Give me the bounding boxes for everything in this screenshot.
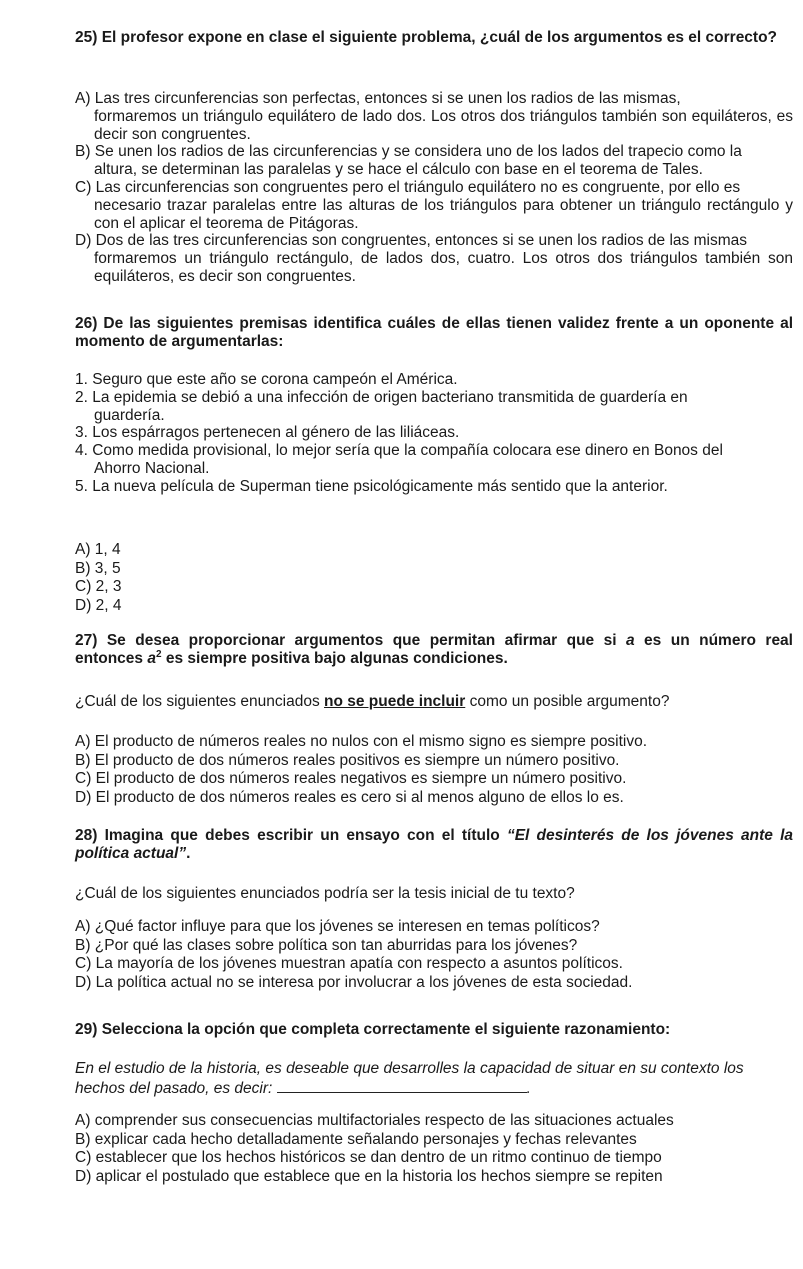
option-28-b[interactable]: B) ¿Por qué las clases sobre política son tan aburridas para los jóvenes? [75, 936, 578, 954]
question-25-title: 25) El profesor expone en clase el siguiente problema, ¿cuál de los argumentos es el correcto? [75, 29, 778, 46]
option-28-d[interactable]: D) La política actual no se interesa por involucrar a los jóvenes de esta sociedad. [75, 973, 633, 991]
question-29-options [75, 1112, 793, 1186]
option-29-b[interactable]: B) explicar cada hecho detalladamente señalando personajes y fechas relevantes [75, 1130, 637, 1148]
question-29-stem: En el estudio de la historia, es deseable que desarrolles la capacidad de situar en su contexto los hechos del pasado, es decir: . [75, 1060, 744, 1097]
option-26-b[interactable]: B) 3, 5 [75, 559, 121, 577]
option-29-d[interactable]: D) aplicar el postulado que establece que en la historia los hechos siempre se repiten [75, 1167, 663, 1185]
question-25-options [75, 90, 793, 286]
option-25-a[interactable]: A) Las tres circunferencias son perfectas, entonces si se unen los radios de las mismas, formaremos un triángulo equilátero de lado dos. Los otros dos triángulos también son equiláteros, es decir son congruentes. [75, 90, 793, 143]
question-27 [75, 632, 793, 668]
question-26 [75, 315, 793, 351]
option-25-c[interactable]: C) Las circunferencias son congruentes pero el triángulo equilátero no es congruente, por ello es necesario trazar paralelas entre las alturas de los triángulos para obtener un triángulo rectángulo y con el aplicar el teorema de Pitágoras. [75, 178, 793, 232]
option-29-a[interactable]: A) comprender sus consecuencias multifactoriales respecto de las situaciones actuales [75, 1112, 674, 1129]
question-25 [75, 29, 793, 47]
option-25-b[interactable]: B) Se unen los radios de las circunferencias y se considera uno de los lados del trapecio como la altura, se determinan las paralelas y se hace el cálculo con base en el teorema de Tales. [75, 143, 742, 179]
option-28-a[interactable]: A) ¿Qué factor influye para que los jóvenes se interesen en temas políticos? [75, 918, 600, 935]
premise-2: 2. La epidemia se debió a una infección de origen bacteriano transmitida de guardería en guardería. [75, 388, 688, 424]
emphasis-underline: no se puede incluir [324, 693, 466, 710]
option-26-a[interactable]: A) 1, 4 [75, 541, 121, 558]
option-27-c[interactable]: C) El producto de dos números reales negativos es siempre un número positivo. [75, 770, 627, 787]
option-25-d[interactable]: D) Dos de las tres circunferencias son congruentes, entonces si se unen los radios de las mismas formaremos un triángulo rectángulo, de lados dos, cuatro. Los otros dos triángulos también son equiláteros, es decir son congruentes. [75, 232, 793, 285]
premise-1: 1. Seguro que este año se corona campeón el América. [75, 371, 458, 388]
question-28-options [75, 918, 793, 992]
option-26-d[interactable]: D) 2, 4 [75, 596, 122, 614]
option-27-d[interactable]: D) El producto de dos números reales es cero si al menos alguno de ellos lo es. [75, 788, 624, 806]
option-27-a[interactable]: A) El producto de números reales no nulos con el mismo signo es siempre positivo. [75, 733, 648, 750]
option-29-c[interactable]: C) establecer que los hechos históricos se dan dentro de un ritmo continuo de tiempo [75, 1149, 662, 1166]
question-28 [75, 827, 793, 863]
question-28-title: 28) Imagina que debes escribir un ensayo con el título “El desinterés de los jóvenes ante la política actual”. [75, 827, 794, 862]
premise-5: 5. La nueva película de Superman tiene psicológicamente más sentido que la anterior. [75, 477, 668, 495]
premise-4: 4. Como medida provisional, lo mejor sería que la compañía colocara ese dinero en Bonos del Ahorro Nacional. [75, 442, 723, 477]
question-29-title: 29) Selecciona la opción que completa correctamente el siguiente razonamiento: [75, 1021, 671, 1038]
question-27-prompt: ¿Cuál de los siguientes enunciados no se puede incluir como un posible argumento? [75, 693, 670, 710]
question-28-prompt: ¿Cuál de los siguientes enunciados podría ser la tesis inicial de tu texto? [75, 885, 575, 902]
question-27-title: 27) Se desea proporcionar argumentos que permitan afirmar que si a es un número real entonces $a^2$ es siempre positiva bajo algunas condiciones. [75, 632, 793, 667]
question-27-options [75, 733, 793, 807]
option-27-b[interactable]: B) El producto de dos números reales positivos es siempre un número positivo. [75, 751, 620, 769]
option-26-c[interactable]: C) 2, 3 [75, 578, 122, 595]
premise-list [75, 371, 793, 496]
question-26-title: 26) De las siguientes premisas identifica cuáles de ellas tienen validez frente a un oponente al momento de argumentarlas: [75, 315, 793, 350]
question-29 [75, 1021, 793, 1039]
premise-3: 3. Los espárragos pertenecen al género de las liliáceas. [75, 424, 460, 442]
question-26-options [75, 541, 793, 615]
answer-blank [277, 1078, 527, 1093]
option-28-c[interactable]: C) La mayoría de los jóvenes muestran apatía con respecto a asuntos políticos. [75, 955, 623, 972]
